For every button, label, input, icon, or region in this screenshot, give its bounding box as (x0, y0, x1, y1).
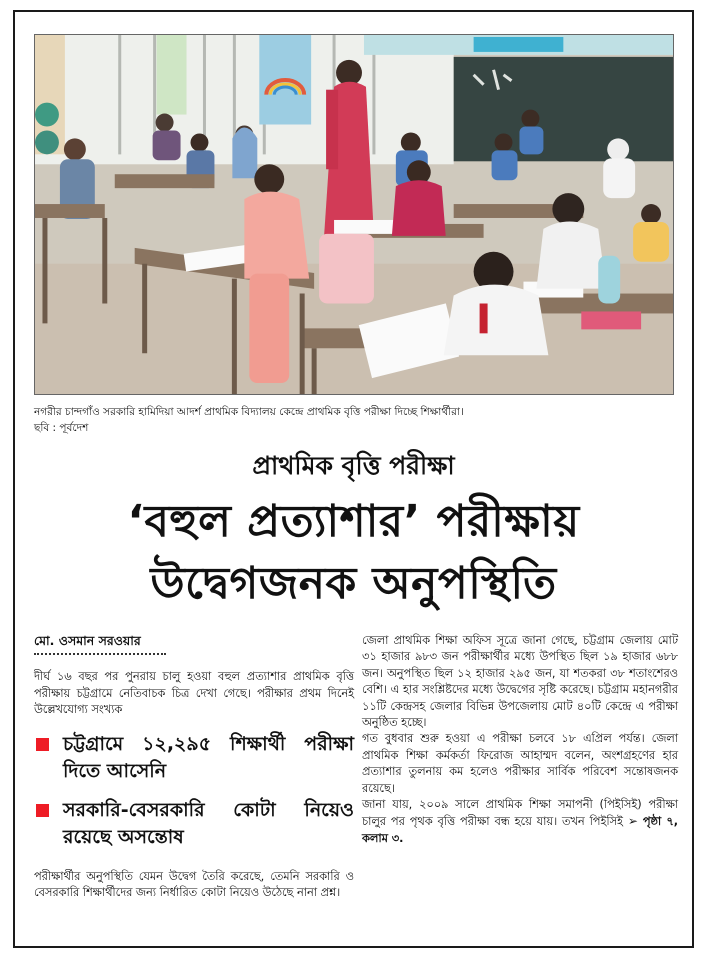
right-column (362, 633, 678, 847)
photo-credit: ছবি : পূর্বদেশ (34, 422, 89, 434)
body-paragraph-1: জেলা প্রাথমিক শিক্ষা অফিস সূত্রে জানা গেছে, চট্টগ্রাম জেলায় মোট ৩১ হাজার ৯৮৩ জন পরীক্ষার্থীর মধ্যে উপস্থিত ছিল ১৯ হাজার ৬৮৮ জন। অনুপস্থিত ছিল ১২ হাজার ২৯৫ জন, যা শতকরা ৩৮ শতাংশেরও বেশি। এ হার সংশ্লিষ্টদের মধ্যে উদ্বেগের সৃষ্টি করেছে। চট্টগ্রাম মহানগরীর ১১টি কেন্দ্রসহ জেলার বিভিন্ন উপজেলায় মোট ৪০টি কেন্দ্রে এ পরীক্ষা অনুষ্ঠিত হচ্ছে। (362, 634, 678, 730)
red-square-bullet-icon (36, 804, 49, 817)
jump-arrow-icon: ➢ (627, 814, 638, 829)
kicker-heading: প্রাথমিক বৃত্তি পরীক্ষা (252, 451, 455, 480)
photo-illustration (35, 35, 673, 394)
classroom-exam-photo (34, 34, 674, 395)
highlight-item (34, 731, 354, 785)
highlight-text: চট্টগ্রামে ১২,২৯৫ শিক্ষার্থী পরীক্ষা দিতে আসেনি (63, 732, 354, 782)
left-column (34, 633, 354, 901)
headline-line-2: উদ্বেগজনক অনুপস্থিতি (150, 558, 557, 609)
body-paragraph-2: গত বুধবার শুরু হওয়া এ পরীক্ষা চলবে ১৮ এপ্রিল পর্যন্ত। জেলা প্রাথমিক শিক্ষা কর্মকর্তা ফিরোজ আহাম্মদ বলেন, অংশগ্রহণের হার প্রত্যাশার তুলনায় কম হলেও পরীক্ষার সার্বিক পরিবেশ সন্তোষজনক রয়েছে। (362, 732, 678, 795)
body-paragraph-3-text: জানা যায়, ২০০৯ সালে প্রাথমিক শিক্ষা সমাপনী (পিইসিই) পরীক্ষা চালুর পর পৃথক বৃত্তি পরীক্ষা বন্ধ হয়ে যায়। তখন পিইসিই (362, 798, 678, 829)
highlight-item (34, 797, 354, 851)
photo-caption (34, 404, 679, 436)
caption-text: নগরীর চান্দগাঁও সরকারি হামিদিয়া আদর্শ প্রাথমিক বিদ্যালয় কেন্দ্রে প্রাথমিক বৃত্তি পরীক্ষা দিচ্ছে শিক্ষার্থীরা। (34, 406, 464, 418)
intro-paragraph: দীর্ঘ ১৬ বছর পর পুনরায় চালু হওয়া বহুল প্রত্যাশার প্রাথমিক বৃত্তি পরীক্ষায় চট্টগ্রামে নেতিবাচক চিত্র দেখা গেছে। পরীক্ষার প্রথম দিনেই উল্লেখযোগ্য সংখ্যক (34, 670, 354, 717)
continued-jump-reference[interactable]: পৃষ্ঠা ৭, কলাম ৩. (362, 815, 679, 845)
headline-line-1: ‘বহুল প্রত্যাশার’ পরীক্ষায় (127, 496, 580, 547)
body-paragraph-3 (362, 797, 678, 847)
red-square-bullet-icon (36, 738, 49, 751)
byline: মো. ওসমান সরওয়ার (34, 633, 166, 655)
outro-paragraph: পরীক্ষার্থীর অনুপস্থিতি যেমন উদ্বেগ তৈরি করেছে, তেমনি সরকারি ও বেসরকারি শিক্ষার্থীদের জন্য নির্ধারিত কোটা নিয়েও উঠেছে নানা প্রশ্ন। (34, 869, 354, 900)
highlight-text: সরকারি-বেসরকারি কোটা নিয়েও রয়েছে অসন্তোষ (63, 798, 354, 848)
